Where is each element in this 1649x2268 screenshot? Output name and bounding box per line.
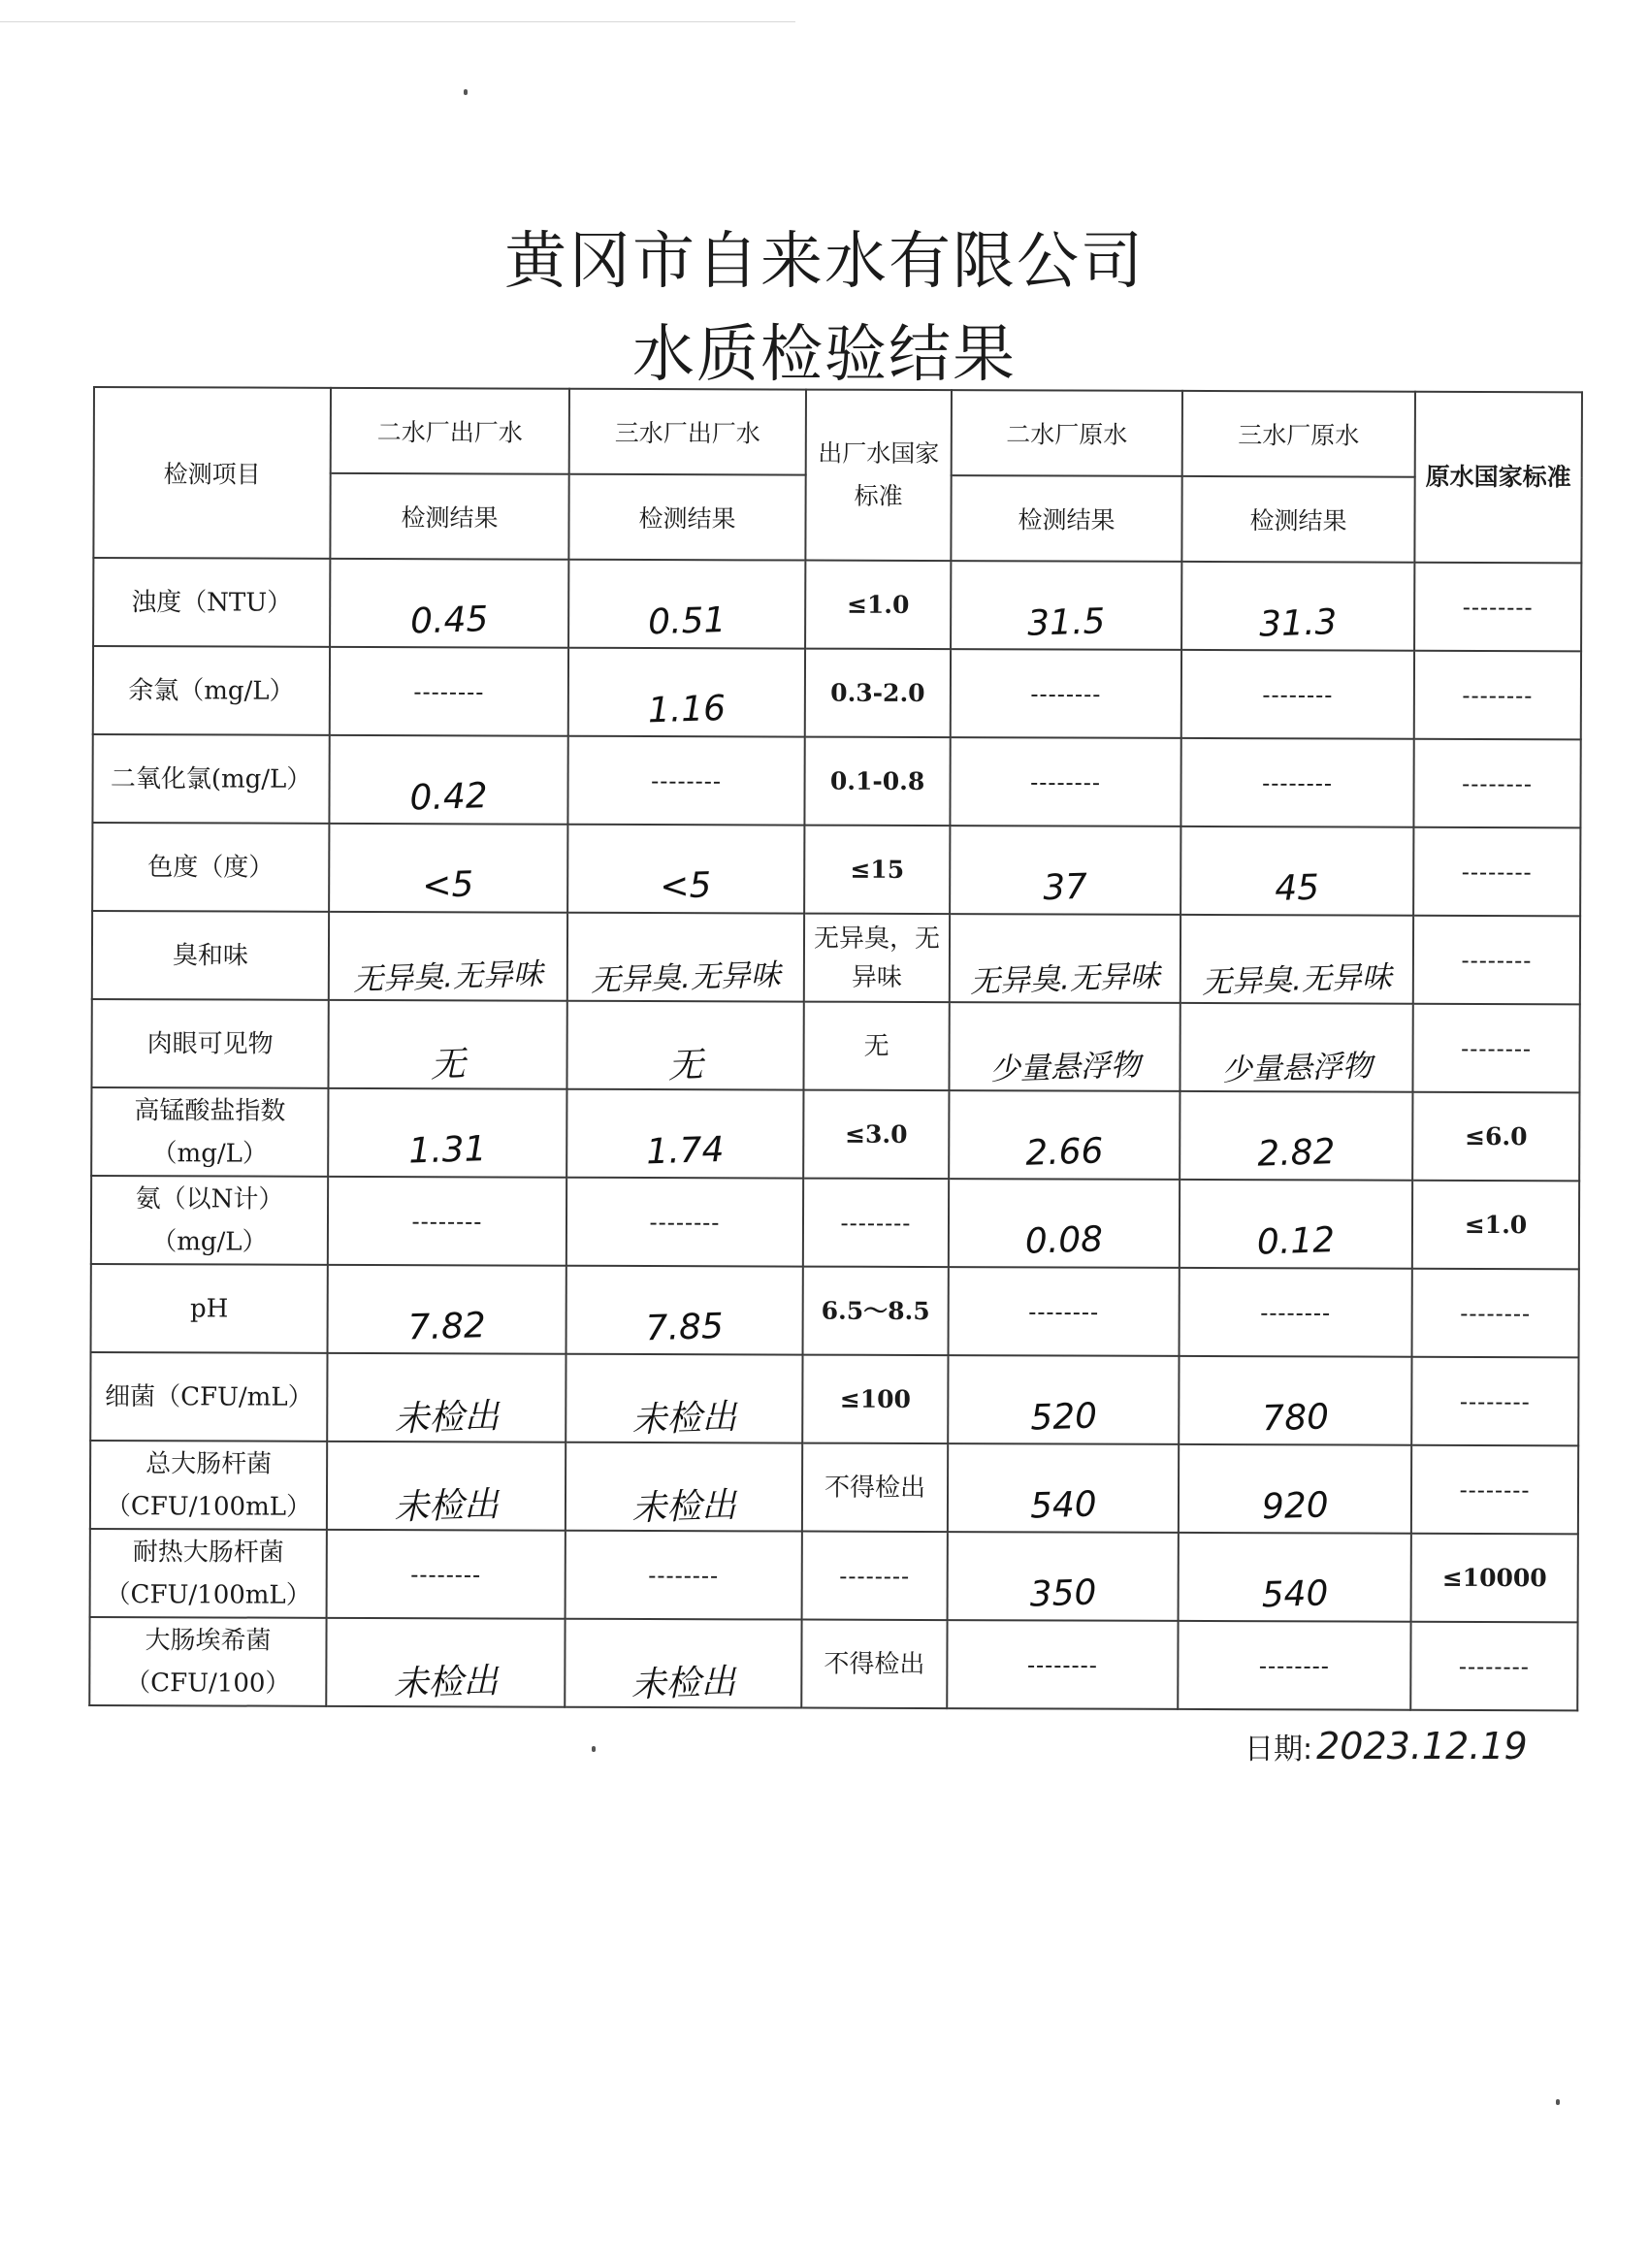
header-item: 检测项目 [93,387,331,559]
table-row [91,1264,1579,1357]
plant2-raw-result: -------- [1026,1651,1098,1679]
plant3-outlet-result: 未检出 [630,1662,737,1705]
plant2-outlet-result: 7.82 [406,1306,487,1348]
plant3-raw-result: 无异臭.无异味 [1201,959,1393,1001]
raw-standard-value: -------- [1461,858,1533,887]
row-item-label: 色度（度） [147,852,275,883]
outlet-standard-value: 不得检出 [824,1649,925,1679]
header-result: 检测结果 [330,473,568,560]
row-item-label: 总大肠杆菌（CFU/100mL） [105,1448,312,1522]
plant3-outlet-result: <5 [660,865,713,907]
plant2-outlet-result: 1.31 [407,1129,487,1172]
plant3-outlet-result: 无异臭.无异味 [590,957,782,999]
outlet-standard-value: 6.5～8.5 [821,1296,930,1325]
date-value: 2023.12.19 [1316,1725,1528,1767]
plant3-outlet-result: -------- [651,767,723,795]
plant2-outlet-result: -------- [413,678,485,706]
plant3-raw-result: 780 [1261,1397,1330,1440]
plant3-outlet-result: 7.85 [644,1306,725,1349]
table-row [91,1176,1579,1269]
header-plant2-raw: 二水厂原水 [952,390,1182,476]
raw-standard-value: -------- [1459,1387,1531,1416]
outlet-standard-value: 无 [863,1031,889,1061]
table-row [93,558,1581,651]
plant2-raw-result: 2.66 [1024,1131,1104,1174]
row-item-label: 高锰酸盐指数（mg/L） [134,1095,286,1169]
plant2-raw-result: -------- [1028,1298,1100,1326]
plant3-outlet-result: 无 [667,1045,704,1086]
water-quality-table [88,386,1583,1711]
date-label: 日期: [1245,1733,1313,1766]
outlet-standard-value: 0.3-2.0 [830,678,925,707]
outlet-standard-value: ≤3.0 [845,1119,908,1149]
raw-standard-value: -------- [1461,1034,1533,1063]
outlet-standard-value: -------- [840,1209,912,1237]
outlet-standard-value: 不得检出 [824,1473,926,1503]
plant2-raw-result: 无异臭.无异味 [969,958,1161,1000]
outlet-standard-value: ≤15 [850,855,905,884]
plant2-outlet-result: 无异臭.无异味 [352,956,544,998]
row-item-label: 浊度（NTU） [131,587,293,618]
outlet-standard-value: ≤1.0 [846,590,910,619]
row-item-label: 大肠埃希菌（CFU/100） [125,1625,291,1699]
table-row [92,823,1580,916]
table-row [90,1352,1578,1445]
plant3-raw-result: 少量悬浮物 [1220,1048,1373,1088]
raw-standard-value: ≤10000 [1441,1563,1547,1592]
scan-edge-line [0,21,795,22]
raw-standard-value: -------- [1458,1652,1530,1681]
header-result: 检测结果 [951,475,1181,562]
scan-speck [464,89,468,95]
table-row [90,1441,1578,1534]
plant2-raw-result: 540 [1028,1484,1097,1527]
plant2-outlet-result: 0.45 [409,599,489,642]
scan-speck [592,1746,596,1752]
row-item-label: 氨（以N计）（mg/L） [135,1183,284,1257]
plant3-outlet-result: 未检出 [630,1485,737,1529]
row-item-label: 余氯（mg/L） [128,675,295,706]
plant2-outlet-result: 0.42 [408,776,489,819]
plant2-raw-result: -------- [1030,768,1102,796]
raw-standard-value: -------- [1462,769,1534,798]
header-outlet-standard: 出厂水国家标准 [805,390,952,562]
raw-standard-value: -------- [1462,681,1534,710]
plant3-raw-result: 45 [1274,867,1320,910]
plant2-raw-result: 520 [1029,1396,1098,1439]
report-date [1245,1725,1528,1767]
outlet-standard-value: -------- [839,1562,911,1590]
plant3-raw-result: -------- [1260,1299,1332,1327]
plant2-outlet-result: 未检出 [392,1661,500,1704]
plant2-outlet-result: 未检出 [393,1396,501,1440]
raw-standard-value: -------- [1461,946,1533,975]
table-row [92,911,1580,1004]
raw-standard-value: ≤1.0 [1464,1210,1528,1239]
company-title: 黄冈市自来水有限公司 [504,226,1145,298]
row-item-label: 臭和味 [172,940,249,971]
plant2-raw-result: 0.08 [1024,1219,1104,1262]
plant2-outlet-result: -------- [411,1208,483,1236]
plant3-outlet-result: 1.16 [647,688,727,731]
table-row [93,646,1581,739]
header-result: 检测结果 [1181,476,1414,563]
row-item-label: 细菌（CFU/mL） [105,1381,313,1412]
outlet-standard-value: 无异臭，无异味 [813,923,941,992]
scan-speck [1556,2099,1560,2105]
outlet-standard-value: 0.1-0.8 [829,766,925,795]
plant3-raw-result: 540 [1260,1573,1329,1616]
plant3-outlet-result: 未检出 [630,1397,738,1441]
table-row [89,1617,1577,1710]
table-row [91,999,1579,1092]
table-row [90,1529,1578,1622]
header-raw-standard: 原水国家标准 [1414,392,1582,564]
raw-standard-value: -------- [1459,1475,1531,1505]
raw-standard-value: ≤6.0 [1465,1121,1528,1150]
raw-standard-value: -------- [1460,1299,1532,1328]
plant2-outlet-result: 未检出 [393,1484,500,1528]
plant3-raw-result: 31.3 [1258,602,1338,645]
header-result: 检测结果 [568,474,805,561]
row-item-label: 二氧化氯(mg/L） [110,763,312,794]
raw-standard-value: -------- [1462,593,1534,622]
plant3-raw-result: -------- [1262,769,1334,797]
header-plant3-raw: 三水厂原水 [1182,391,1415,477]
report-title: 水质检验结果 [632,319,1017,391]
plant2-raw-result: 少量悬浮物 [988,1048,1141,1087]
row-item-label: 肉眼可见物 [146,1028,274,1059]
outlet-standard-value: ≤100 [839,1384,911,1413]
plant3-outlet-result: 0.51 [647,599,727,643]
table-row [91,1087,1579,1181]
plant2-raw-result: 31.5 [1026,601,1106,644]
plant3-raw-result: 920 [1260,1485,1329,1528]
row-item-label: pH [189,1293,229,1323]
header-plant2-outlet: 二水厂出厂水 [331,388,569,474]
plant2-outlet-result: <5 [422,864,475,907]
plant2-raw-result: -------- [1030,680,1102,708]
plant3-raw-result: -------- [1258,1652,1330,1680]
table-row [92,734,1580,827]
row-item-label: 耐热大肠杆菌（CFU/100mL） [105,1537,311,1610]
plant3-outlet-result: 1.74 [645,1129,725,1173]
header-plant3-outlet: 三水厂出厂水 [569,389,806,475]
plant3-raw-result: -------- [1262,681,1334,709]
plant3-outlet-result: -------- [649,1209,721,1237]
plant2-outlet-result: -------- [410,1561,482,1589]
plant3-raw-result: 2.82 [1256,1132,1336,1175]
plant3-raw-result: 0.12 [1256,1220,1336,1263]
plant3-outlet-result: -------- [648,1562,720,1590]
plant2-outlet-result: 无 [430,1044,467,1085]
plant2-raw-result: 350 [1028,1572,1097,1615]
plant2-raw-result: 37 [1042,866,1088,909]
